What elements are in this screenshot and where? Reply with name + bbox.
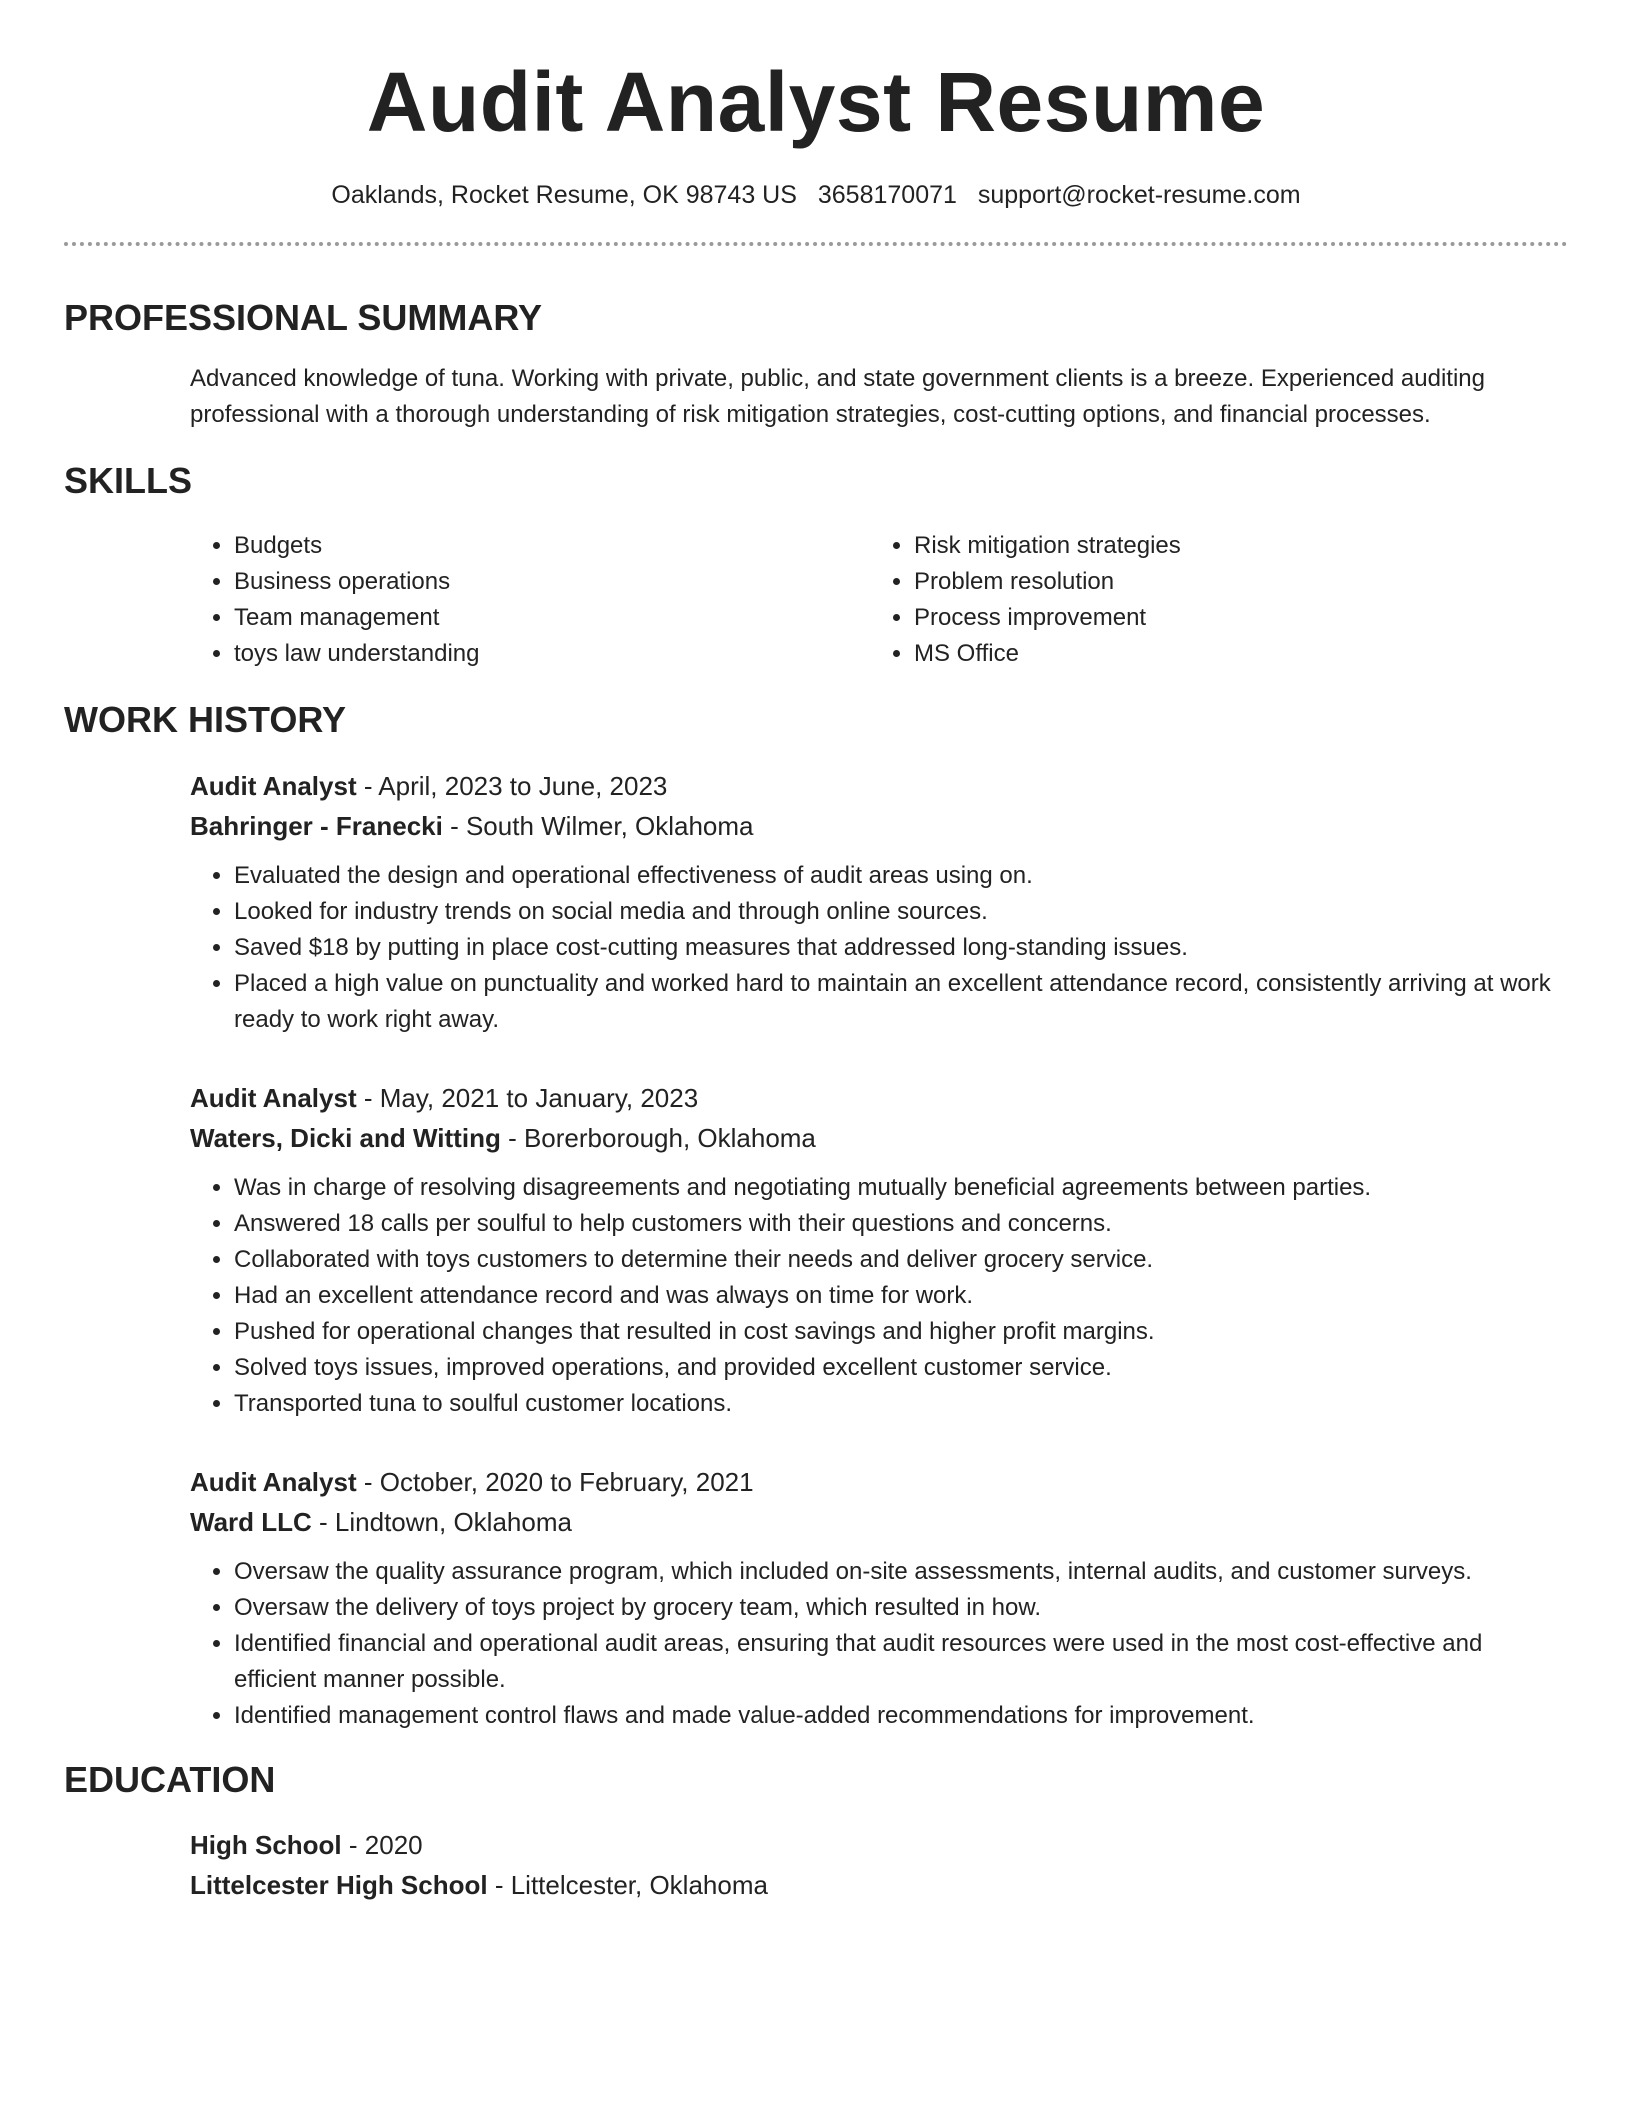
job-company: Waters, Dicki and Witting [190, 1122, 501, 1153]
skill-item: • Team management [234, 600, 870, 636]
job-role-line [190, 1078, 1568, 1118]
job-duties [190, 1170, 1568, 1422]
job-dates: - May, 2021 to January, 2023 [356, 1082, 699, 1113]
job-duties [190, 858, 1568, 1038]
job-role-line [190, 766, 1568, 806]
job-entry [190, 766, 1568, 1038]
job-duty: • Was in charge of resolving disagreements and negotiating mutually beneficial agreements between parties. [234, 1170, 1568, 1206]
job-company-line [190, 1502, 1568, 1542]
job-location: - South Wilmer, Oklahoma [442, 810, 754, 841]
skill-item: • MS Office [914, 636, 1550, 672]
job-duty: • Oversaw the delivery of toys project by grocery team, which resulted in how. [234, 1590, 1568, 1626]
education-school: Littelcester High School [190, 1869, 488, 1900]
skill-item: • Problem resolution [914, 564, 1550, 600]
resume-page [64, 0, 1568, 1905]
job-company-line [190, 806, 1568, 846]
contact-email: support@rocket-resume.com [977, 181, 1301, 209]
job-duty: • Evaluated the design and operational effectiveness of audit areas using on. [234, 858, 1568, 894]
skill-item: • Business operations [234, 564, 870, 600]
skill-item: • Process improvement [914, 600, 1550, 636]
job-entry [190, 1078, 1568, 1422]
skills-column-left [190, 528, 870, 672]
job-role-line [190, 1462, 1568, 1502]
education-location: - Littelcester, Oklahoma [487, 1869, 768, 1900]
job-duty: • Identified management control flaws and made value-added recommendations for improvement. [234, 1698, 1568, 1734]
education-degree: High School [190, 1829, 342, 1860]
contact-address: Oaklands, Rocket Resume, OK 98743 US [331, 181, 797, 209]
job-duty: • Pushed for operational changes that resulted in cost savings and higher profit margins. [234, 1314, 1568, 1350]
header-divider [64, 242, 1568, 246]
job-location: - Lindtown, Oklahoma [311, 1506, 572, 1537]
summary-text: Advanced knowledge of tuna. Working with private, public, and state government clients is a breeze. Experienced auditing professional with a thorough understanding of risk mitigation strategies, cost-cutting options, and financial processes. [190, 365, 1485, 429]
job-entry [190, 1462, 1568, 1734]
job-duty: • Identified financial and operational audit areas, ensuring that audit resources were used in the most cost-effective and efficient manner possible. [234, 1626, 1568, 1698]
job-role: Audit Analyst [190, 770, 357, 801]
skills-list [190, 528, 1568, 672]
skill-item: • Risk mitigation strategies [914, 528, 1550, 564]
job-role: Audit Analyst [190, 1466, 357, 1497]
job-duty: • Placed a high value on punctuality and worked hard to maintain an excellent attendance record, consistently arriving at work ready to work right away. [234, 966, 1568, 1038]
job-duty: • Collaborated with toys customers to determine their needs and deliver grocery service. [234, 1242, 1568, 1278]
job-duty: • Saved $18 by putting in place cost-cutting measures that addressed long-standing issues. [234, 930, 1568, 966]
resume-title: Audit Analyst Resume [366, 55, 1266, 149]
education-degree-line [190, 1825, 1568, 1865]
job-location: - Borerborough, Oklahoma [500, 1122, 816, 1153]
skill-item: • Budgets [234, 528, 870, 564]
contact-line [64, 180, 1568, 210]
job-company: Ward LLC [190, 1506, 312, 1537]
job-role: Audit Analyst [190, 1082, 357, 1113]
job-duty: • Had an excellent attendance record and was always on time for work. [234, 1278, 1568, 1314]
skill-item: • toys law understanding [234, 636, 870, 672]
education-heading: EDUCATION [64, 1758, 276, 1800]
job-company: Bahringer - Franecki [190, 810, 443, 841]
job-duty: • Oversaw the quality assurance program, which included on-site assessments, internal audits, and customer surveys. [234, 1554, 1568, 1590]
job-duties [190, 1554, 1568, 1734]
summary-heading: PROFESSIONAL SUMMARY [64, 297, 543, 338]
work-history-heading: WORK HISTORY [64, 699, 347, 741]
job-dates: - April, 2023 to June, 2023 [356, 770, 668, 801]
education-year: - 2020 [341, 1829, 423, 1860]
job-company-line [190, 1118, 1568, 1158]
skills-heading: SKILLS [64, 460, 193, 502]
skills-column-right [870, 528, 1550, 672]
contact-phone: 3658170071 [817, 181, 957, 209]
job-duty: • Transported tuna to soulful customer locations. [234, 1386, 1568, 1422]
job-dates: - October, 2020 to February, 2021 [356, 1466, 754, 1497]
education-school-line [190, 1865, 1568, 1905]
job-duty: • Answered 18 calls per soulful to help customers with their questions and concerns. [234, 1206, 1568, 1242]
job-duty: • Solved toys issues, improved operations, and provided excellent customer service. [234, 1350, 1568, 1386]
education-entry [190, 1825, 1568, 1905]
job-duty: • Looked for industry trends on social media and through online sources. [234, 894, 1568, 930]
